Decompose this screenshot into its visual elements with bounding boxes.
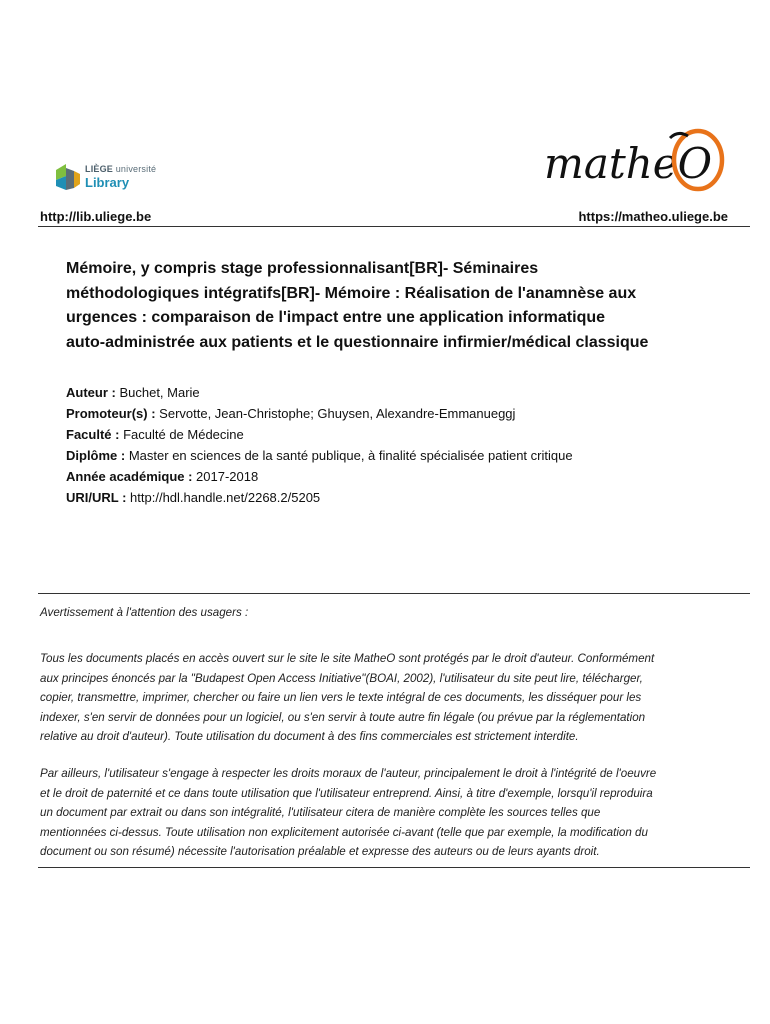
notice-line: Par ailleurs, l'utilisateur s'engage à respecter les droits moraux de l'auteur, principalement le droit à l'intégrité de l'oeuvre bbox=[40, 767, 657, 780]
notice-paragraph-1 bbox=[40, 649, 740, 747]
title-line: urgences : comparaison de l'impact entre une application informatique bbox=[66, 309, 606, 326]
title-line: auto-administrée aux patients et le questionnaire infirmier/médical classique bbox=[66, 333, 649, 351]
uliege-line1: LIÈGE université bbox=[85, 164, 157, 174]
title-line: méthodologiques intégratifs[BR]- Mémoire : Réalisation de l'anamnèse aux bbox=[66, 284, 637, 302]
notice-bottom-divider bbox=[38, 867, 750, 868]
document-metadata bbox=[66, 382, 726, 508]
handle-link[interactable]: http://hdl.handle.net/2268.2/5205 bbox=[126, 490, 321, 505]
notice-line: mentionnées ci-dessus. Toute utilisation non explicitement autorisée ci-avant (telle que par exemple, la modification du bbox=[40, 825, 648, 839]
meta-faculty: Faculté : Faculté de Médecine bbox=[66, 427, 244, 442]
title-line: Mémoire, y compris stage professionnalisant[BR]- Séminaires bbox=[66, 260, 539, 277]
notice-line: Tous les documents placés en accès ouvert sur le site le site MatheO sont protégés par le droit d'auteur. Conformément bbox=[40, 652, 655, 665]
notice-line: copier, transmettre, imprimer, chercher ou faire un lien vers le texte intégral de ces documents, les disséquer pour les bbox=[40, 691, 642, 704]
notice-heading: Avertissement à l'attention des usagers : bbox=[40, 606, 249, 619]
meta-diploma: Diplôme : Master en sciences de la santé publique, à finalité spécialisée patient critique bbox=[66, 448, 573, 463]
document-title bbox=[66, 257, 726, 355]
notice-line: document ou son résumé) nécessite l'autorisation préalable et expresse des auteurs ou de leurs ayants droit. bbox=[40, 845, 600, 858]
uliege-line2: Library bbox=[85, 175, 130, 190]
notice-line: aux principes énoncés par la "Budapest Open Access Initiative"(BOAI, 2002), l'utilisateur du site peut lire, télécharger, bbox=[40, 671, 643, 685]
notice-line: et le droit de paternité et ce dans toute utilisation que l'utilisateur entreprend. Ainsi, à titre d'exemple, lorsqu'il reproduira bbox=[40, 786, 653, 800]
meta-promoters: Promoteur(s) : Servotte, Jean-Christophe; Ghuysen, Alexandre-Emmanueggj bbox=[66, 406, 516, 421]
uliege-library-link[interactable]: http://lib.uliege.be bbox=[40, 209, 152, 224]
notice-line: un document par extrait ou dans son intégralité, l'utilisateur citera de manière complète les sources telles que bbox=[40, 806, 601, 819]
uliege-emblem-icon bbox=[54, 162, 82, 192]
notice-line: indexer, s'en servir de données pour un logiciel, ou s'en servir à toute autre fin légale (ou prévue par la réglementation bbox=[40, 710, 646, 724]
matheo-logo bbox=[538, 120, 728, 200]
notice-line: relative au droit d'auteur). Toute utilisation du document à des fins commerciales est strictement interdite. bbox=[40, 730, 579, 743]
meta-author: Auteur : Buchet, Marie bbox=[66, 385, 200, 400]
notice-paragraph-2 bbox=[40, 764, 740, 862]
uliege-library-logo bbox=[54, 160, 174, 196]
header-divider bbox=[38, 226, 750, 227]
matheo-wordmark: matheO bbox=[544, 139, 713, 188]
meta-uri: URI/URL : http://hdl.handle.net/2268.2/5205 bbox=[66, 490, 321, 505]
meta-academic-year: Année académique : 2017-2018 bbox=[66, 469, 259, 484]
notice-top-divider bbox=[38, 593, 750, 594]
matheo-link[interactable]: https://matheo.uliege.be bbox=[578, 209, 728, 224]
